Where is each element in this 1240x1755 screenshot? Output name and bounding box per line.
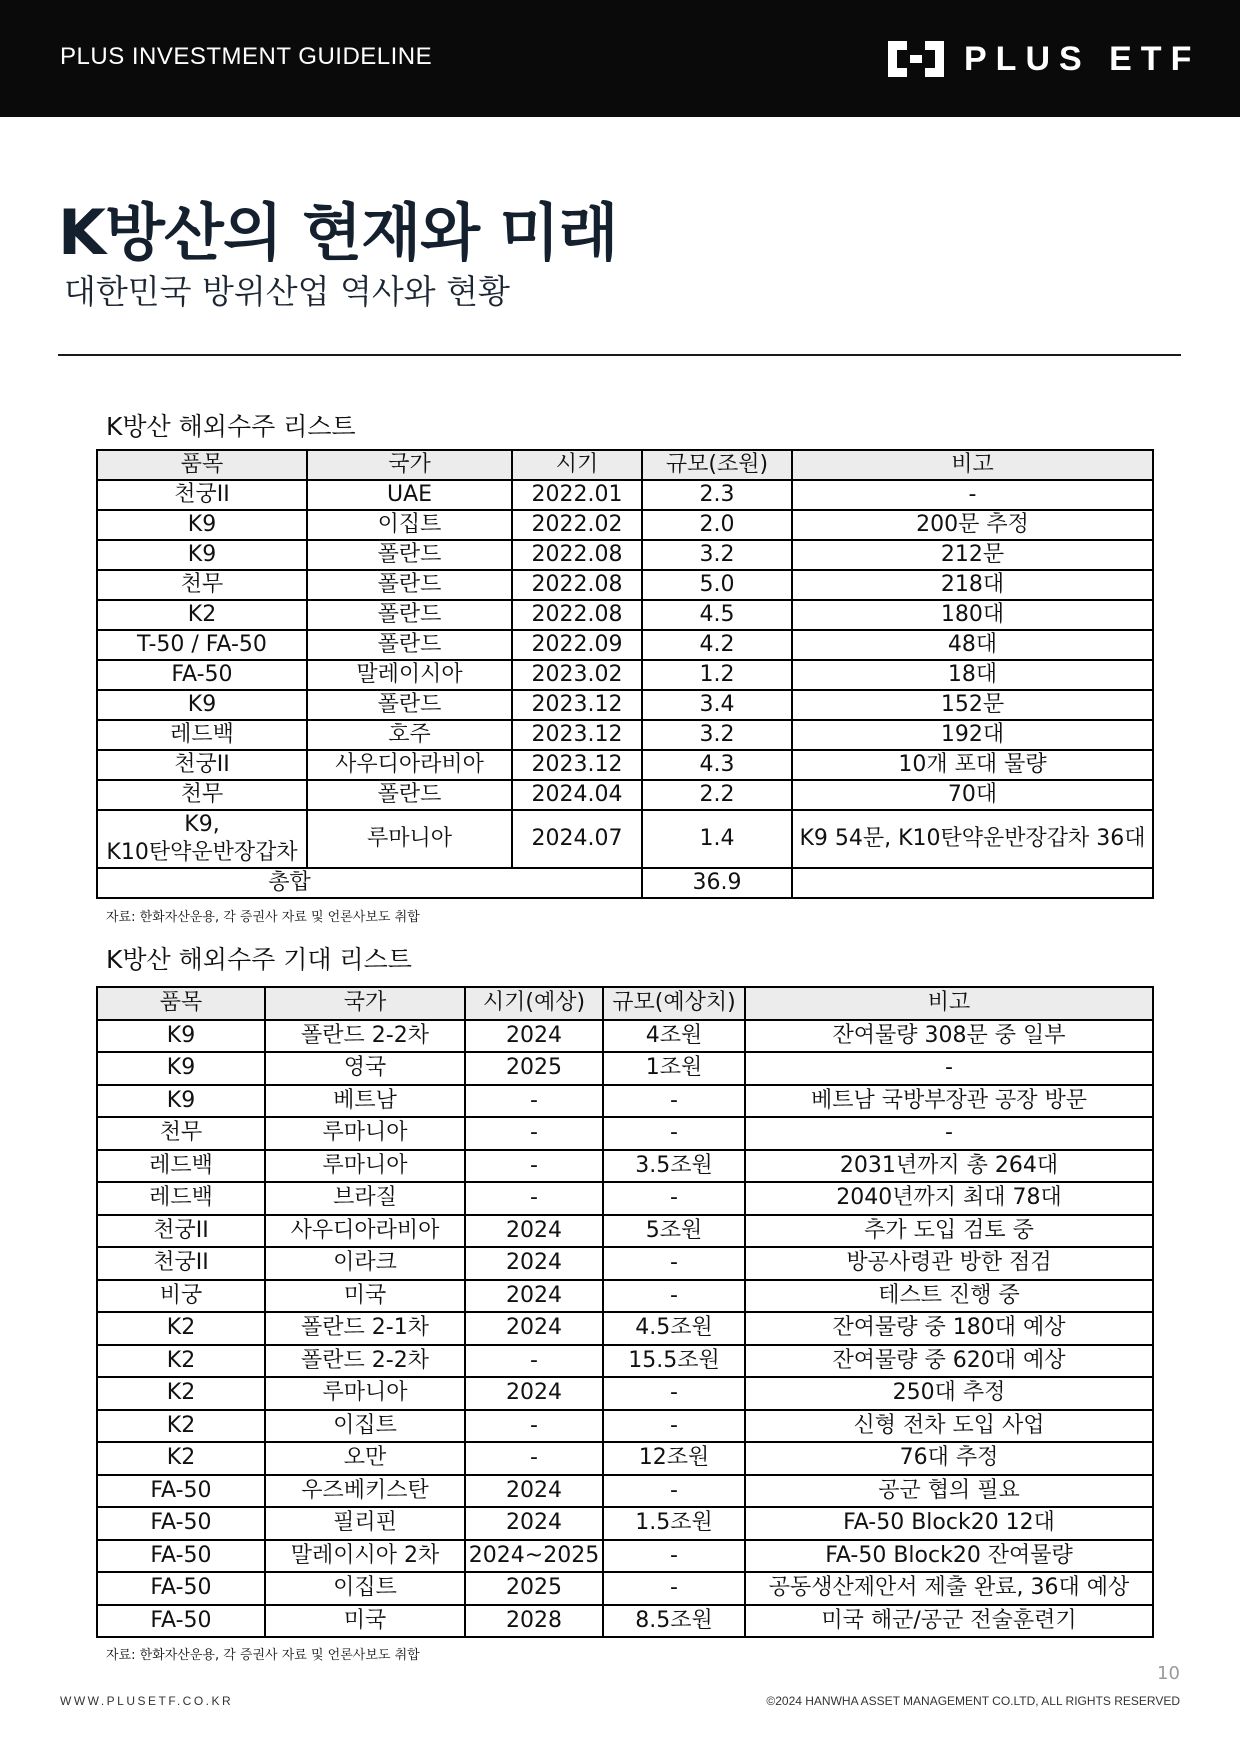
table-cell-date: 2024 xyxy=(465,1247,603,1280)
table-cell-item: K9 xyxy=(97,510,307,540)
table-cell-date: 2022.01 xyxy=(512,480,642,510)
table-cell-item: 천궁II xyxy=(97,480,307,510)
table-cell-country: 폴란드 xyxy=(307,690,512,720)
table-cell-date: 2025 xyxy=(465,1052,603,1085)
col-header-note: 비고 xyxy=(792,450,1153,480)
table-cell-date: 2022.08 xyxy=(512,600,642,630)
table-cell-country: 폴란드 xyxy=(307,540,512,570)
total-row xyxy=(97,868,1153,898)
table-cell-date: 2022.02 xyxy=(512,510,642,540)
table-cell-note: FA-50 Block20 잔여물량 xyxy=(745,1540,1153,1573)
table-cell-country: 이집트 xyxy=(265,1572,465,1605)
col-header-country: 국가 xyxy=(307,450,512,480)
table-cell-country: 이집트 xyxy=(307,510,512,540)
table-cell-date: 2025 xyxy=(465,1572,603,1605)
table-cell-item: K2 xyxy=(97,1345,265,1378)
col-header-date: 시기 xyxy=(512,450,642,480)
table-cell-note: - xyxy=(745,1117,1153,1150)
table-cell-size: 2.2 xyxy=(642,780,792,810)
table-cell-size: - xyxy=(603,1410,745,1443)
table-cell-country: 폴란드 2-2차 xyxy=(265,1345,465,1378)
table-cell-size: - xyxy=(603,1475,745,1508)
table-header-row xyxy=(97,450,1153,480)
table-cell-date: 2023.12 xyxy=(512,690,642,720)
table-cell-date: 2024~2025 xyxy=(465,1540,603,1573)
table-cell-country: 말레이시아 xyxy=(307,660,512,690)
table-row xyxy=(97,600,1153,630)
table-cell-item: 천궁II xyxy=(97,1247,265,1280)
table-cell-country: 루마니아 xyxy=(265,1377,465,1410)
table-cell-size: 4.5 xyxy=(642,600,792,630)
table-cell-size: 4.3 xyxy=(642,750,792,780)
table-cell-note: 잔여물량 중 620대 예상 xyxy=(745,1345,1153,1378)
col-header-item: 품목 xyxy=(97,450,307,480)
table-cell-date: 2022.09 xyxy=(512,630,642,660)
table-cell-size: - xyxy=(603,1085,745,1118)
table-cell-date: 2024 xyxy=(465,1507,603,1540)
table-cell-size: - xyxy=(603,1117,745,1150)
table-cell-date: 2024 xyxy=(465,1377,603,1410)
table-row xyxy=(97,1117,1153,1150)
table-cell-date: - xyxy=(465,1345,603,1378)
table-row xyxy=(97,720,1153,750)
table-cell-country: 베트남 xyxy=(265,1085,465,1118)
table-cell-country: 말레이시아 2차 xyxy=(265,1540,465,1573)
table-row xyxy=(97,1442,1153,1475)
expected-contracts-table xyxy=(96,986,1154,1638)
table-row xyxy=(97,1280,1153,1313)
table-cell-size: - xyxy=(603,1377,745,1410)
table-row xyxy=(97,780,1153,810)
table-cell-country: 사우디아라비아 xyxy=(307,750,512,780)
table-cell-note: 192대 xyxy=(792,720,1153,750)
table-cell-size: - xyxy=(603,1247,745,1280)
table-cell-note: 신형 전차 도입 사업 xyxy=(745,1410,1153,1443)
table-row xyxy=(97,630,1153,660)
table-cell-item: 천무 xyxy=(97,570,307,600)
table-cell-note: 미국 해군/공군 전술훈련기 xyxy=(745,1605,1153,1638)
table-cell-item: K2 xyxy=(97,1442,265,1475)
table-cell-item: K9 xyxy=(97,1020,265,1053)
table-cell-item: FA-50 xyxy=(97,1475,265,1508)
table-row xyxy=(97,1247,1153,1280)
table-cell-size: 1.4 xyxy=(642,810,792,868)
table-cell-note: 2031년까지 총 264대 xyxy=(745,1150,1153,1183)
table-cell-item: 천무 xyxy=(97,1117,265,1150)
total-note xyxy=(792,868,1153,898)
table-cell-country: 폴란드 2-2차 xyxy=(265,1020,465,1053)
table-cell-country: 미국 xyxy=(265,1280,465,1313)
table-cell-note: K9 54문, K10탄약운반장갑차 36대 xyxy=(792,810,1153,868)
table-cell-note: 잔여물량 308문 중 일부 xyxy=(745,1020,1153,1053)
table-cell-note: 180대 xyxy=(792,600,1153,630)
title-divider xyxy=(58,354,1181,356)
table-cell-item: K9 xyxy=(97,1052,265,1085)
table-row xyxy=(97,510,1153,540)
table-cell-date: 2024 xyxy=(465,1475,603,1508)
table-cell-country: 폴란드 xyxy=(307,570,512,600)
table-cell-size: 1.5조원 xyxy=(603,1507,745,1540)
col-header-note: 비고 xyxy=(745,987,1153,1020)
table-cell-country: 루마니아 xyxy=(307,810,512,868)
table-cell-note: 방공사령관 방한 점검 xyxy=(745,1247,1153,1280)
table-cell-size: - xyxy=(603,1540,745,1573)
table-cell-size: 15.5조원 xyxy=(603,1345,745,1378)
table-cell-note: 잔여물량 중 180대 예상 xyxy=(745,1312,1153,1345)
table-cell-date: 2022.08 xyxy=(512,570,642,600)
col-header-item: 품목 xyxy=(97,987,265,1020)
table-cell-size: 3.2 xyxy=(642,540,792,570)
table-cell-date: 2024 xyxy=(465,1312,603,1345)
table-cell-note: 152문 xyxy=(792,690,1153,720)
table1-title: K방산 해외수주 리스트 xyxy=(106,412,356,441)
table-cell-country: UAE xyxy=(307,480,512,510)
table-cell-size: 1.2 xyxy=(642,660,792,690)
table-cell-note: 추가 도입 검토 중 xyxy=(745,1215,1153,1248)
table-cell-item: K9 xyxy=(97,1085,265,1118)
table-cell-date: 2023.12 xyxy=(512,750,642,780)
table-cell-size: - xyxy=(603,1280,745,1313)
table-cell-date: 2024.07 xyxy=(512,810,642,868)
table-cell-size: 3.4 xyxy=(642,690,792,720)
table-cell-item: K2 xyxy=(97,1312,265,1345)
table-cell-item: 레드백 xyxy=(97,1182,265,1215)
table-cell-country: 우즈베키스탄 xyxy=(265,1475,465,1508)
table-cell-item: 레드백 xyxy=(97,720,307,750)
table-cell-size: 4조원 xyxy=(603,1020,745,1053)
table-cell-note: - xyxy=(792,480,1153,510)
table-cell-item: K2 xyxy=(97,1410,265,1443)
plus-etf-logo-icon xyxy=(888,41,944,77)
table-cell-size: 4.2 xyxy=(642,630,792,660)
table-cell-country: 오만 xyxy=(265,1442,465,1475)
table-cell-country: 호주 xyxy=(307,720,512,750)
logo-text: PLUS ETF xyxy=(964,39,1201,78)
table-cell-note: 18대 xyxy=(792,660,1153,690)
table-cell-date: - xyxy=(465,1410,603,1443)
page-subtitle: 대한민국 방위산업 역사와 현황 xyxy=(64,272,510,311)
table-cell-size: 4.5조원 xyxy=(603,1312,745,1345)
table-cell-item: FA-50 xyxy=(97,1540,265,1573)
page-title: K방산의 현재와 미래 xyxy=(58,196,618,269)
table-cell-item: K9 xyxy=(97,540,307,570)
table-row xyxy=(97,1150,1153,1183)
table-cell-note: 10개 포대 물량 xyxy=(792,750,1153,780)
table-cell-size: 8.5조원 xyxy=(603,1605,745,1638)
table-cell-note: 70대 xyxy=(792,780,1153,810)
total-value: 36.9 xyxy=(642,868,792,898)
table1-source: 자료: 한화자산운용, 각 증권사 자료 및 언론사보도 취합 xyxy=(106,910,420,925)
table-cell-note: FA-50 Block20 12대 xyxy=(745,1507,1153,1540)
col-header-size: 규모(조원) xyxy=(642,450,792,480)
table-cell-country: 브라질 xyxy=(265,1182,465,1215)
table-cell-item xyxy=(97,810,307,868)
table-cell-date: 2024 xyxy=(465,1280,603,1313)
table-cell-note: 베트남 국방부장관 공장 방문 xyxy=(745,1085,1153,1118)
table-header-row xyxy=(97,987,1153,1020)
table-cell-country: 이라크 xyxy=(265,1247,465,1280)
item-line: K10탄약운반장갑차 xyxy=(106,840,298,865)
table-cell-note: 76대 추정 xyxy=(745,1442,1153,1475)
table-row xyxy=(97,1507,1153,1540)
table-cell-size: 3.5조원 xyxy=(603,1150,745,1183)
table-cell-item: 레드백 xyxy=(97,1150,265,1183)
table-row xyxy=(97,1085,1153,1118)
footer-copyright: ©2024 HANWHA ASSET MANAGEMENT CO.LTD, ALL RIGHTS RESERVED xyxy=(766,1694,1180,1708)
table-cell-date: 2023.12 xyxy=(512,720,642,750)
table-cell-size: 3.2 xyxy=(642,720,792,750)
table-cell-item: FA-50 xyxy=(97,1605,265,1638)
table-row xyxy=(97,660,1153,690)
table-cell-item: 천궁II xyxy=(97,750,307,780)
table-cell-date: - xyxy=(465,1085,603,1118)
table-row xyxy=(97,810,1153,868)
table-cell-size: 2.3 xyxy=(642,480,792,510)
col-header-size: 규모(예상치) xyxy=(603,987,745,1020)
table-cell-item: FA-50 xyxy=(97,1572,265,1605)
table-row xyxy=(97,1377,1153,1410)
table-cell-item: 비궁 xyxy=(97,1280,265,1313)
table-cell-country: 미국 xyxy=(265,1605,465,1638)
table-cell-item: FA-50 xyxy=(97,1507,265,1540)
table-cell-date: 2022.08 xyxy=(512,540,642,570)
table-row xyxy=(97,1410,1153,1443)
table-cell-size: - xyxy=(603,1182,745,1215)
table-cell-note: 공군 협의 필요 xyxy=(745,1475,1153,1508)
table-cell-date: 2023.02 xyxy=(512,660,642,690)
table-cell-date: 2024 xyxy=(465,1215,603,1248)
table-row xyxy=(97,690,1153,720)
table-cell-date: - xyxy=(465,1182,603,1215)
table-cell-date: 2028 xyxy=(465,1605,603,1638)
table2-title: K방산 해외수주 기대 리스트 xyxy=(106,945,412,974)
table-cell-note: 200문 추정 xyxy=(792,510,1153,540)
table-cell-note: 212문 xyxy=(792,540,1153,570)
table-cell-country: 이집트 xyxy=(265,1410,465,1443)
table-cell-item: FA-50 xyxy=(97,660,307,690)
col-header-date: 시기(예상) xyxy=(465,987,603,1020)
table-cell-note: 250대 추정 xyxy=(745,1377,1153,1410)
footer-website[interactable]: WWW.PLUSETF.CO.KR xyxy=(60,1694,234,1708)
table-row xyxy=(97,1020,1153,1053)
table-cell-date: - xyxy=(465,1117,603,1150)
table-cell-country: 필리핀 xyxy=(265,1507,465,1540)
table-cell-country: 폴란드 xyxy=(307,780,512,810)
table-row xyxy=(97,1345,1153,1378)
table-cell-date: 2024 xyxy=(465,1020,603,1053)
table-cell-country: 루마니아 xyxy=(265,1150,465,1183)
table-cell-country: 사우디아라비아 xyxy=(265,1215,465,1248)
table-row xyxy=(97,1572,1153,1605)
table-cell-date: - xyxy=(465,1442,603,1475)
table-row xyxy=(97,1052,1153,1085)
table-row xyxy=(97,480,1153,510)
header-bar xyxy=(0,0,1240,117)
table-cell-item: K9 xyxy=(97,690,307,720)
table-cell-note: - xyxy=(745,1052,1153,1085)
total-label: 총합 xyxy=(97,868,642,898)
table-cell-note: 218대 xyxy=(792,570,1153,600)
table-cell-size: 5.0 xyxy=(642,570,792,600)
brand-logo[interactable] xyxy=(888,38,1200,80)
table-cell-note: 공동생산제안서 제출 완료, 36대 예상 xyxy=(745,1572,1153,1605)
table2-source: 자료: 한화자산운용, 각 증권사 자료 및 언론사보도 취합 xyxy=(106,1648,420,1663)
table-cell-item: K2 xyxy=(97,1377,265,1410)
table-cell-note: 테스트 진행 중 xyxy=(745,1280,1153,1313)
item-line: K9, xyxy=(184,812,220,837)
table-cell-item: K2 xyxy=(97,600,307,630)
table-cell-size: - xyxy=(603,1572,745,1605)
table-cell-item: 천궁II xyxy=(97,1215,265,1248)
table-cell-country: 폴란드 xyxy=(307,600,512,630)
table-row xyxy=(97,540,1153,570)
table-row xyxy=(97,1475,1153,1508)
header-guide-text: PLUS INVESTMENT GUIDELINE xyxy=(60,43,433,70)
export-contracts-table xyxy=(96,449,1154,899)
table-cell-country: 루마니아 xyxy=(265,1117,465,1150)
table-row xyxy=(97,1215,1153,1248)
table-cell-size: 2.0 xyxy=(642,510,792,540)
table-row xyxy=(97,750,1153,780)
table-cell-country: 폴란드 2-1차 xyxy=(265,1312,465,1345)
table-cell-size: 1조원 xyxy=(603,1052,745,1085)
table-cell-size: 12조원 xyxy=(603,1442,745,1475)
table-row xyxy=(97,1312,1153,1345)
table-cell-date: 2024.04 xyxy=(512,780,642,810)
table-row xyxy=(97,1540,1153,1573)
table-cell-note: 2040년까지 최대 78대 xyxy=(745,1182,1153,1215)
table-cell-date: - xyxy=(465,1150,603,1183)
table-row xyxy=(97,570,1153,600)
table-row xyxy=(97,1605,1153,1638)
table-cell-country: 영국 xyxy=(265,1052,465,1085)
table-cell-note: 48대 xyxy=(792,630,1153,660)
page-number: 10 xyxy=(1157,1663,1180,1684)
table-row xyxy=(97,1182,1153,1215)
table-cell-item: T-50 / FA-50 xyxy=(97,630,307,660)
table-cell-country: 폴란드 xyxy=(307,630,512,660)
table-cell-size: 5조원 xyxy=(603,1215,745,1248)
table-cell-item: 천무 xyxy=(97,780,307,810)
col-header-country: 국가 xyxy=(265,987,465,1020)
